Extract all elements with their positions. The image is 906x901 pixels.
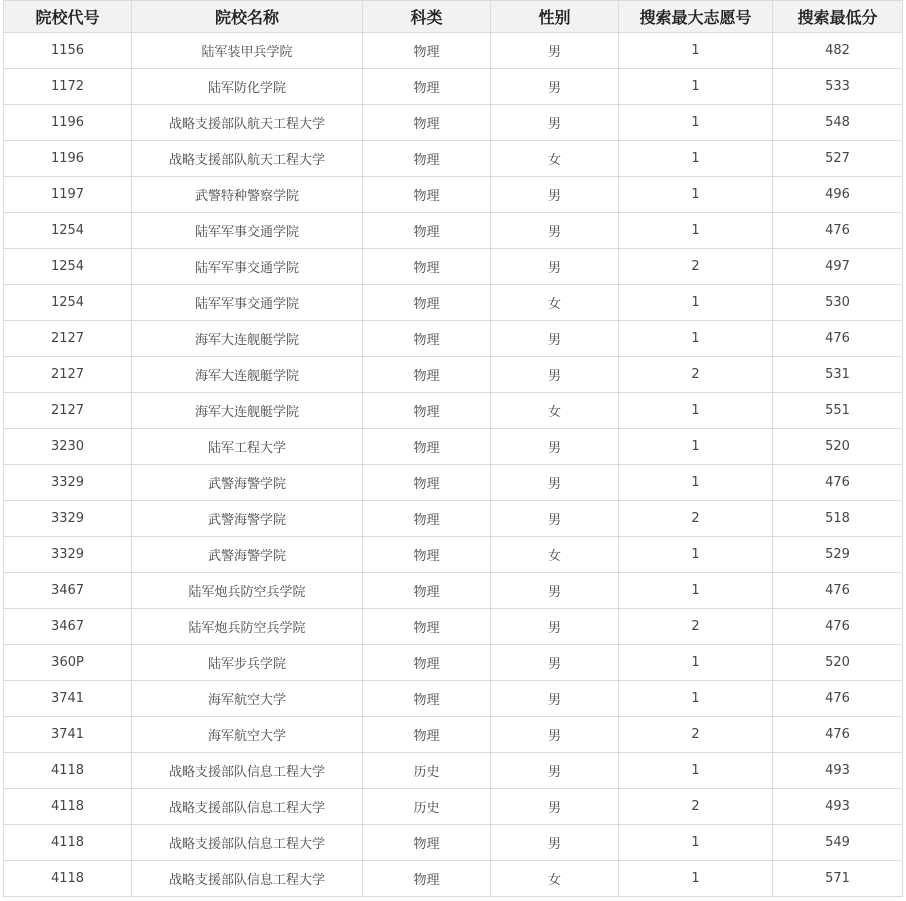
header-gender: 性别	[491, 1, 619, 33]
cell-min-score: 493	[773, 789, 903, 825]
cell-gender: 男	[491, 429, 619, 465]
table-row	[4, 429, 903, 465]
cell-school-name: 海军大连舰艇学院	[132, 357, 363, 393]
cell-max-choice-number: 2	[619, 789, 773, 825]
cell-subject-category: 物理	[363, 33, 491, 69]
cell-min-score: 476	[773, 681, 903, 717]
table-row	[4, 141, 903, 177]
cell-gender: 男	[491, 573, 619, 609]
cell-school-name: 海军大连舰艇学院	[132, 393, 363, 429]
cell-school-code: 1254	[4, 213, 132, 249]
header-max-choice-number: 搜索最大志愿号	[619, 1, 773, 33]
cell-max-choice-number: 2	[619, 249, 773, 285]
cell-subject-category: 物理	[363, 141, 491, 177]
cell-min-score: 551	[773, 393, 903, 429]
cell-school-name: 陆军防化学院	[132, 69, 363, 105]
cell-school-code: 1156	[4, 33, 132, 69]
cell-subject-category: 物理	[363, 573, 491, 609]
cell-max-choice-number: 1	[619, 861, 773, 897]
table-row	[4, 753, 903, 789]
cell-subject-category: 物理	[363, 357, 491, 393]
cell-subject-category: 物理	[363, 429, 491, 465]
cell-subject-category: 物理	[363, 321, 491, 357]
cell-school-code: 1254	[4, 285, 132, 321]
header-row	[4, 1, 903, 33]
cell-max-choice-number: 1	[619, 213, 773, 249]
cell-subject-category: 物理	[363, 177, 491, 213]
cell-school-name: 陆军军事交通学院	[132, 249, 363, 285]
cell-max-choice-number: 2	[619, 717, 773, 753]
cell-school-name: 海军航空大学	[132, 717, 363, 753]
cell-school-name: 陆军炮兵防空兵学院	[132, 573, 363, 609]
cell-subject-category: 历史	[363, 789, 491, 825]
cell-school-code: 3741	[4, 717, 132, 753]
table-row	[4, 393, 903, 429]
cell-school-name: 战略支援部队信息工程大学	[132, 753, 363, 789]
cell-gender: 男	[491, 753, 619, 789]
cell-min-score: 530	[773, 285, 903, 321]
cell-school-code: 2127	[4, 357, 132, 393]
cell-school-name: 陆军军事交通学院	[132, 213, 363, 249]
cell-school-name: 海军航空大学	[132, 681, 363, 717]
cell-gender: 男	[491, 105, 619, 141]
cell-gender: 男	[491, 33, 619, 69]
cell-gender: 男	[491, 177, 619, 213]
header-school-name: 院校名称	[132, 1, 363, 33]
cell-max-choice-number: 1	[619, 285, 773, 321]
cell-min-score: 518	[773, 501, 903, 537]
cell-gender: 男	[491, 681, 619, 717]
cell-max-choice-number: 1	[619, 141, 773, 177]
cell-school-code: 1197	[4, 177, 132, 213]
table-header	[4, 1, 903, 33]
cell-min-score: 548	[773, 105, 903, 141]
table-row	[4, 69, 903, 105]
cell-max-choice-number: 1	[619, 105, 773, 141]
cell-min-score: 529	[773, 537, 903, 573]
cell-school-name: 战略支援部队信息工程大学	[132, 861, 363, 897]
table-row	[4, 249, 903, 285]
cell-school-name: 战略支援部队航天工程大学	[132, 141, 363, 177]
table-row	[4, 609, 903, 645]
header-school-code: 院校代号	[4, 1, 132, 33]
cell-school-name: 陆军工程大学	[132, 429, 363, 465]
table-row	[4, 105, 903, 141]
cell-subject-category: 物理	[363, 213, 491, 249]
cell-subject-category: 物理	[363, 249, 491, 285]
cell-school-code: 3230	[4, 429, 132, 465]
cell-min-score: 493	[773, 753, 903, 789]
cell-gender: 男	[491, 213, 619, 249]
table-row	[4, 357, 903, 393]
cell-min-score: 476	[773, 573, 903, 609]
cell-min-score: 520	[773, 645, 903, 681]
cell-max-choice-number: 1	[619, 177, 773, 213]
cell-school-name: 武警海警学院	[132, 501, 363, 537]
cell-school-name: 陆军军事交通学院	[132, 285, 363, 321]
table-row	[4, 465, 903, 501]
cell-min-score: 476	[773, 609, 903, 645]
cell-subject-category: 物理	[363, 861, 491, 897]
cell-subject-category: 物理	[363, 105, 491, 141]
cell-subject-category: 物理	[363, 645, 491, 681]
cell-school-name: 武警特种警察学院	[132, 177, 363, 213]
cell-school-name: 战略支援部队航天工程大学	[132, 105, 363, 141]
cell-min-score: 476	[773, 213, 903, 249]
cell-subject-category: 物理	[363, 465, 491, 501]
cell-gender: 女	[491, 861, 619, 897]
cell-school-name: 海军大连舰艇学院	[132, 321, 363, 357]
cell-school-code: 2127	[4, 321, 132, 357]
cell-school-name: 战略支援部队信息工程大学	[132, 789, 363, 825]
cell-school-code: 4118	[4, 789, 132, 825]
cell-gender: 女	[491, 141, 619, 177]
cell-subject-category: 物理	[363, 825, 491, 861]
cell-school-name: 陆军炮兵防空兵学院	[132, 609, 363, 645]
cell-gender: 男	[491, 465, 619, 501]
cell-max-choice-number: 2	[619, 357, 773, 393]
table-row	[4, 33, 903, 69]
cell-gender: 男	[491, 825, 619, 861]
cell-subject-category: 历史	[363, 753, 491, 789]
cell-subject-category: 物理	[363, 501, 491, 537]
cell-subject-category: 物理	[363, 717, 491, 753]
table-row	[4, 285, 903, 321]
cell-max-choice-number: 2	[619, 609, 773, 645]
cell-max-choice-number: 1	[619, 537, 773, 573]
cell-max-choice-number: 1	[619, 393, 773, 429]
cell-gender: 男	[491, 609, 619, 645]
cell-gender: 女	[491, 285, 619, 321]
cell-school-code: 3467	[4, 573, 132, 609]
cell-gender: 男	[491, 249, 619, 285]
cell-school-code: 360P	[4, 645, 132, 681]
cell-school-code: 3741	[4, 681, 132, 717]
table-row	[4, 177, 903, 213]
cell-school-name: 陆军步兵学院	[132, 645, 363, 681]
cell-min-score: 527	[773, 141, 903, 177]
table-row	[4, 213, 903, 249]
table-row	[4, 717, 903, 753]
table-row	[4, 789, 903, 825]
table-row	[4, 825, 903, 861]
table-row	[4, 573, 903, 609]
cell-max-choice-number: 1	[619, 573, 773, 609]
cell-min-score: 497	[773, 249, 903, 285]
cell-gender: 男	[491, 357, 619, 393]
cell-max-choice-number: 1	[619, 753, 773, 789]
cell-min-score: 496	[773, 177, 903, 213]
cell-gender: 男	[491, 69, 619, 105]
cell-gender: 男	[491, 321, 619, 357]
table-row	[4, 681, 903, 717]
cell-min-score: 571	[773, 861, 903, 897]
cell-gender: 男	[491, 717, 619, 753]
cell-max-choice-number: 1	[619, 429, 773, 465]
cell-min-score: 549	[773, 825, 903, 861]
header-min-score: 搜索最低分	[773, 1, 903, 33]
cell-school-code: 1196	[4, 141, 132, 177]
cell-max-choice-number: 1	[619, 321, 773, 357]
cell-subject-category: 物理	[363, 285, 491, 321]
table-row	[4, 501, 903, 537]
cell-school-code: 4118	[4, 861, 132, 897]
cell-min-score: 482	[773, 33, 903, 69]
cell-subject-category: 物理	[363, 393, 491, 429]
cell-gender: 女	[491, 393, 619, 429]
cell-min-score: 520	[773, 429, 903, 465]
table-row	[4, 861, 903, 897]
cell-subject-category: 物理	[363, 609, 491, 645]
cell-min-score: 476	[773, 717, 903, 753]
cell-max-choice-number: 1	[619, 465, 773, 501]
cell-school-name: 战略支援部队信息工程大学	[132, 825, 363, 861]
table-body	[4, 33, 903, 897]
cell-school-code: 3329	[4, 465, 132, 501]
cell-school-name: 武警海警学院	[132, 537, 363, 573]
cell-school-code: 1196	[4, 105, 132, 141]
cell-max-choice-number: 1	[619, 645, 773, 681]
cell-school-code: 3329	[4, 501, 132, 537]
cell-subject-category: 物理	[363, 681, 491, 717]
cell-max-choice-number: 1	[619, 69, 773, 105]
cell-subject-category: 物理	[363, 69, 491, 105]
cell-school-code: 3329	[4, 537, 132, 573]
cell-gender: 男	[491, 501, 619, 537]
cell-school-code: 1254	[4, 249, 132, 285]
table-row	[4, 537, 903, 573]
table-row	[4, 321, 903, 357]
table-row	[4, 645, 903, 681]
cell-gender: 男	[491, 645, 619, 681]
cell-gender: 女	[491, 537, 619, 573]
cell-school-code: 1172	[4, 69, 132, 105]
cell-min-score: 531	[773, 357, 903, 393]
cell-school-code: 4118	[4, 825, 132, 861]
cell-gender: 男	[491, 789, 619, 825]
cell-subject-category: 物理	[363, 537, 491, 573]
cell-min-score: 476	[773, 465, 903, 501]
cell-min-score: 533	[773, 69, 903, 105]
cell-school-code: 2127	[4, 393, 132, 429]
cell-school-code: 4118	[4, 753, 132, 789]
admission-scores-table	[3, 0, 903, 897]
cell-max-choice-number: 1	[619, 681, 773, 717]
cell-min-score: 476	[773, 321, 903, 357]
cell-max-choice-number: 1	[619, 825, 773, 861]
cell-max-choice-number: 1	[619, 33, 773, 69]
cell-school-code: 3467	[4, 609, 132, 645]
header-subject-category: 科类	[363, 1, 491, 33]
cell-school-name: 武警海警学院	[132, 465, 363, 501]
cell-max-choice-number: 2	[619, 501, 773, 537]
cell-school-name: 陆军装甲兵学院	[132, 33, 363, 69]
